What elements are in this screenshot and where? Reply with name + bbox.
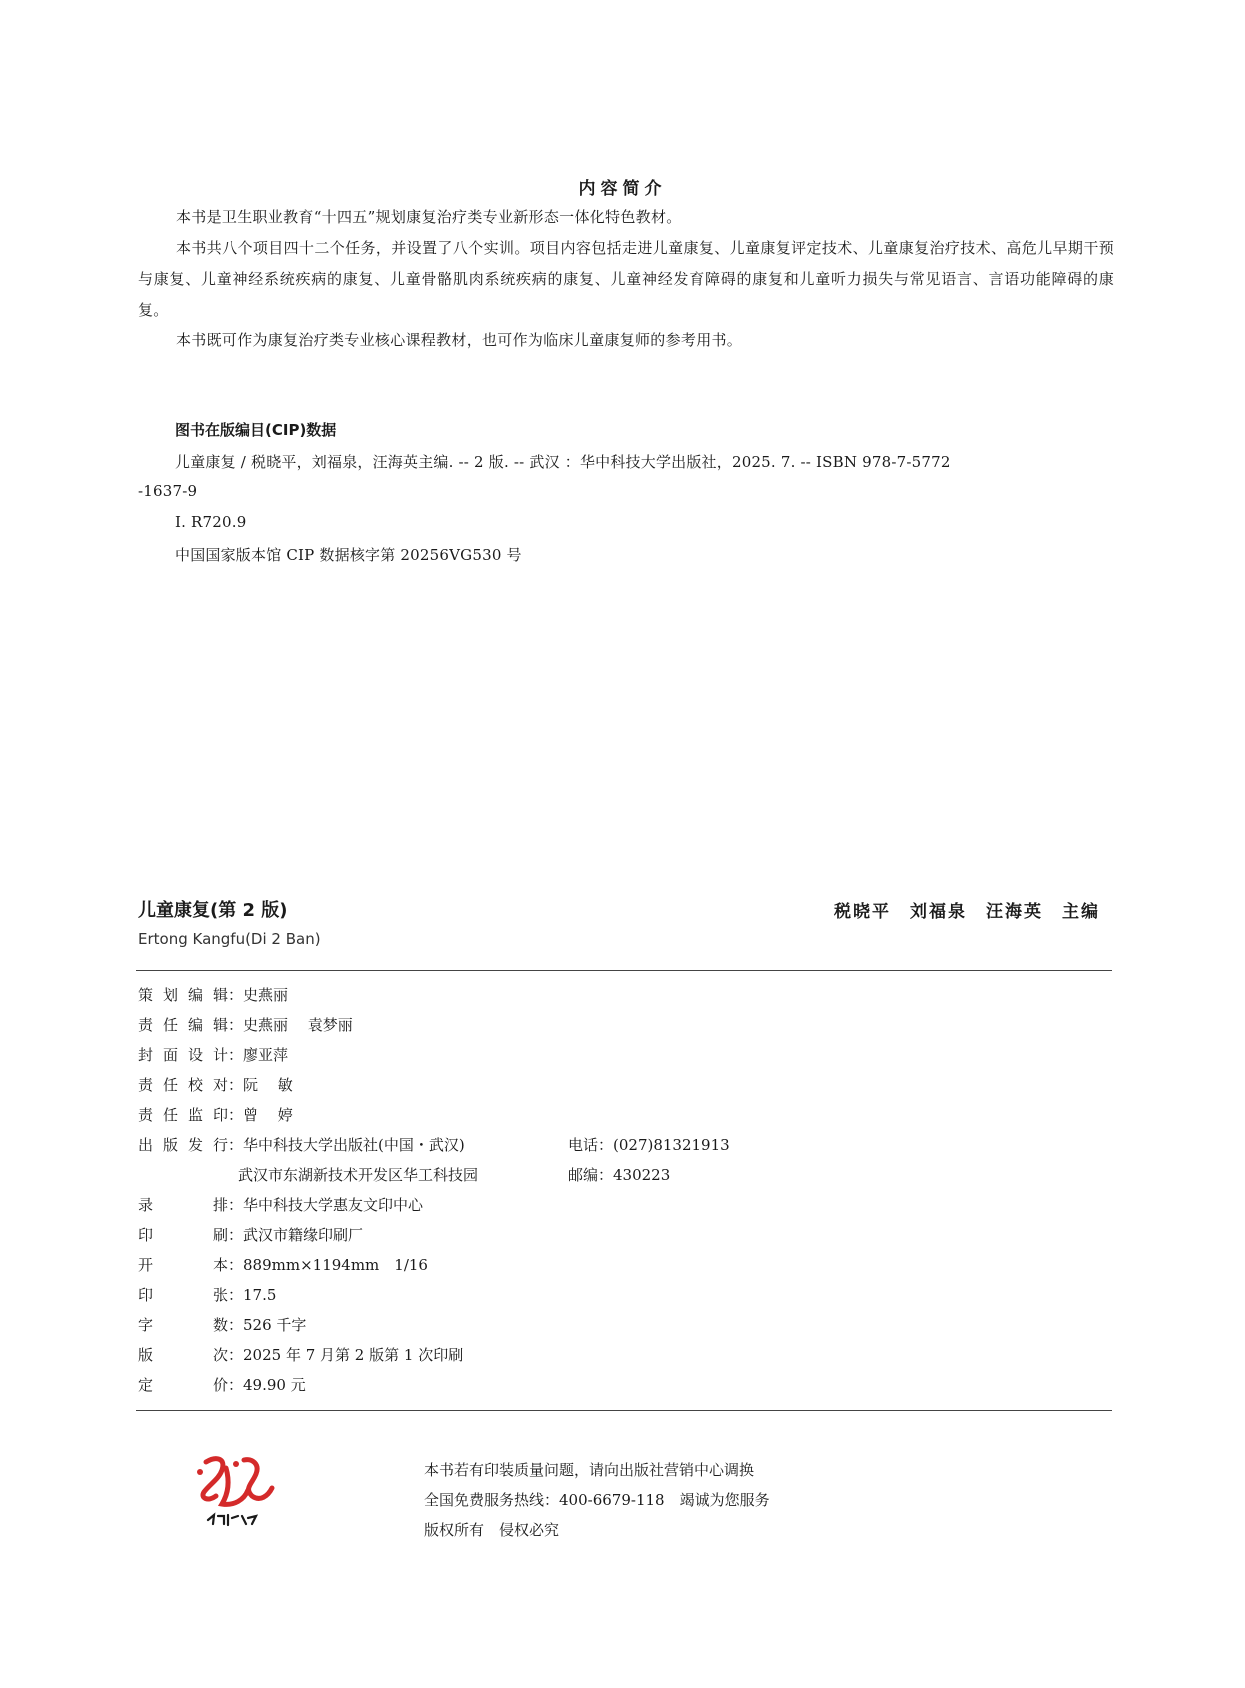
credit-row: 录 排：华中科技大学惠友文印中心 — [138, 1190, 423, 1220]
cip-line: Ⅰ. R720.9 — [175, 513, 247, 531]
credit-row: 开 本：889mm×1194mm 1/16 — [138, 1250, 428, 1280]
credit-label: 字 数 — [138, 1316, 228, 1334]
book-pinyin: Ertong Kangfu(Di 2 Ban) — [138, 930, 321, 948]
credit-label: 责任监印 — [138, 1106, 228, 1124]
credit-row: 责任校对：阮 敏 — [138, 1070, 293, 1100]
credit-row: 印 张：17.5 — [138, 1280, 276, 1310]
credit-value: 阮 敏 — [243, 1076, 293, 1094]
credit-row: 定 价：49.90 元 — [138, 1370, 306, 1400]
credit-label: 出版发行 — [138, 1136, 228, 1154]
cip-line: -1637-9 — [138, 482, 198, 500]
credit-row: 策划编辑：史燕丽 — [138, 980, 288, 1010]
credit-row: 出版发行：华中科技大学出版社(中国・武汉) — [138, 1130, 465, 1160]
credit-label: 印 刷 — [138, 1226, 228, 1244]
credit-value: 2025 年 7 月第 2 版第 1 次印刷 — [243, 1346, 464, 1364]
credit-value: 华中科技大学惠友文印中心 — [243, 1196, 424, 1214]
credit-value: 武汉市籍缘印刷厂 — [243, 1226, 364, 1244]
credit-row — [138, 1160, 478, 1190]
credit-label: 版 次 — [138, 1346, 228, 1364]
credit-label: 封面设计 — [138, 1046, 228, 1064]
credit-label: 录 排 — [138, 1196, 228, 1214]
credit-value: 17.5 — [243, 1286, 277, 1304]
book-authors: 税晓平 刘福泉 汪海英 主编 — [834, 902, 1100, 922]
contact-phone: 电话：(027)81321913 — [568, 1136, 730, 1154]
credit-value: 49.90 元 — [243, 1376, 306, 1394]
summary-paragraph-1: 本书是卫生职业教育“十四五”规划康复治疗类专业新形态一体化特色教材。 — [176, 208, 682, 226]
credit-value: 526 千字 — [243, 1316, 307, 1334]
credit-value: 廖亚萍 — [243, 1046, 289, 1064]
credit-label: 责任编辑 — [138, 1016, 228, 1034]
credit-value: 史燕丽 — [243, 986, 289, 1004]
credit-value: 史燕丽 袁梦丽 — [243, 1016, 353, 1034]
credit-row: 责任编辑：史燕丽 袁梦丽 — [138, 1010, 353, 1040]
divider — [136, 1410, 1112, 1411]
credit-label: 定 价 — [138, 1376, 228, 1394]
footer-copyright: 版权所有 侵权必究 — [424, 1521, 560, 1539]
contact-postcode: 邮编：430223 — [568, 1166, 671, 1184]
book-title: 儿童康复(第 2 版) — [138, 900, 288, 921]
credit-row: 责任监印：曾 婷 — [138, 1100, 293, 1130]
credit-label: 印 张 — [138, 1286, 228, 1304]
credit-value: 华中科技大学出版社(中国・武汉) — [243, 1136, 465, 1154]
publisher-logo-icon — [186, 1448, 282, 1534]
cip-line: 儿童康复 / 税晓平，刘福泉，汪海英主编. -- 2 版. -- 武汉 ：华中科技大学出版社，2025. 7. -- ISBN 978-7-5772 — [175, 453, 951, 471]
summary-paragraph-3: 本书既可作为康复治疗类专业核心课程教材，也可作为临床儿童康复师的参考用书。 — [176, 331, 743, 349]
credit-label: 开 本 — [138, 1256, 228, 1274]
credit-row: 封面设计：廖亚萍 — [138, 1040, 288, 1070]
credit-label: 策划编辑 — [138, 986, 228, 1004]
credit-row: 字 数：526 千字 — [138, 1310, 306, 1340]
credit-label: 责任校对 — [138, 1076, 228, 1094]
credit-row: 版 次：2025 年 7 月第 2 版第 1 次印刷 — [138, 1340, 463, 1370]
credit-value: 889mm×1194mm 1/16 — [243, 1256, 428, 1274]
divider — [136, 970, 1112, 971]
cip-heading: 图书在版编目(CIP)数据 — [175, 421, 337, 439]
credit-value: 武汉市东湖新技术开发区华工科技园 — [238, 1166, 479, 1184]
cip-record-number: 中国国家版本馆 CIP 数据核字第 20256VG530 号 — [175, 546, 522, 564]
summary-paragraph-2: 本书共八个项目四十二个任务，并设置了八个实训。项目内容包括走进儿童康复、儿童康复评定技术、儿童康复治疗技术、高危儿早期干预与康复、儿童神经系统疾病的康复、儿童骨骼肌肉系统疾病的康复、儿童神经发育障碍的康复和儿童听力损失与常见语言、言语功能障碍的康复。 — [138, 239, 1114, 319]
footer-notice: 本书若有印装质量问题，请向出版社营销中心调换 — [424, 1461, 755, 1479]
credit-value: 曾 婷 — [243, 1106, 293, 1124]
credit-row: 印 刷：武汉市籍缘印刷厂 — [138, 1220, 363, 1250]
publisher-logo — [186, 1448, 282, 1534]
footer-hotline: 全国免费服务热线：400-6679-118 竭诚为您服务 — [424, 1491, 770, 1509]
summary-title: 内容简介 — [578, 179, 667, 199]
